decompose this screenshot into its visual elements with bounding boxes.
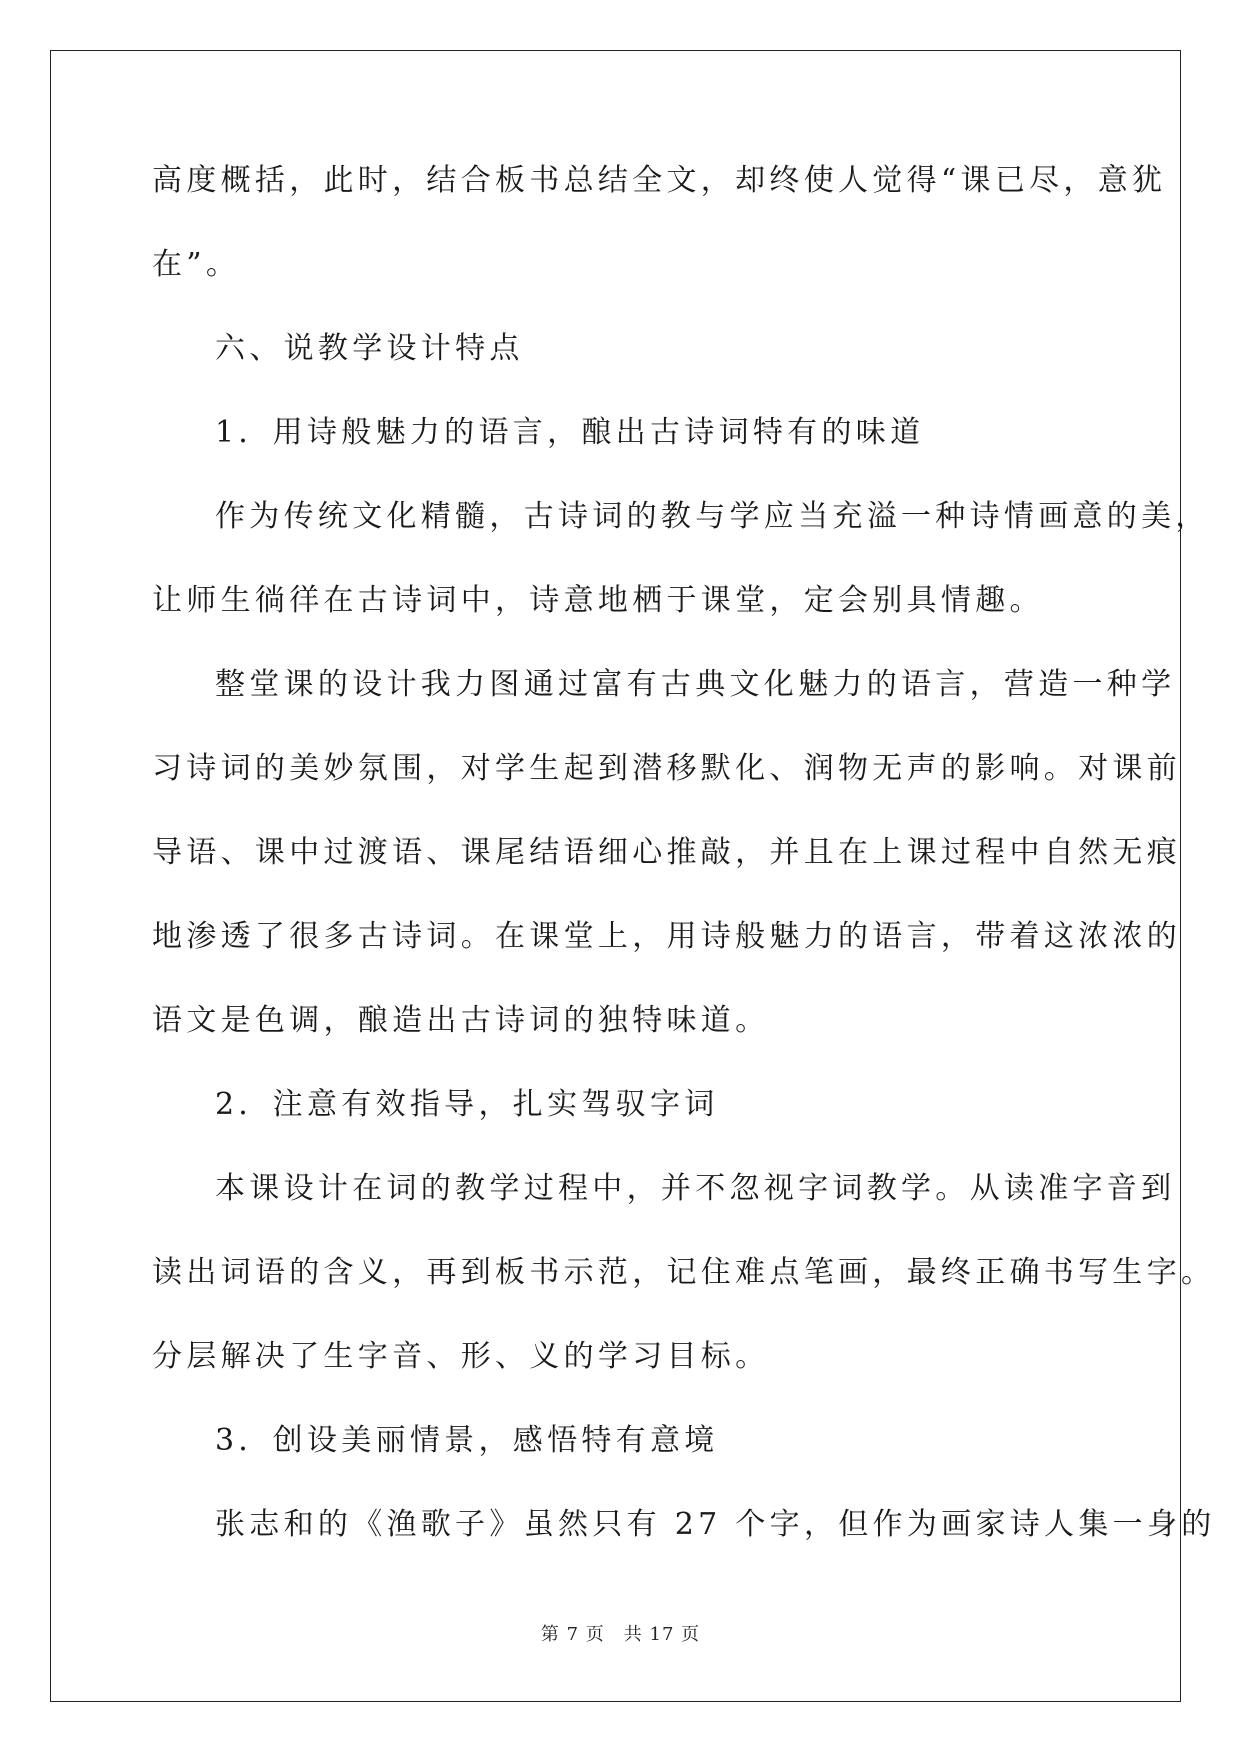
page-footer: 第 7 页 共 17 页 [540, 1624, 701, 1645]
text-line-2: 在”。 [152, 247, 241, 282]
text-line-8: 习诗词的美妙氛围，对学生起到潜移默化、润物无声的影响。对课前 [152, 751, 1181, 786]
subheading-1: 1．用诗般魅力的语言，酿出古诗词特有的味道 [215, 415, 925, 450]
text-line-14: 读出词语的含义，再到板书示范，记住难点笔画，最终正确书写生字。 [152, 1255, 1216, 1290]
section-heading: 六、说教学设计特点 [215, 331, 524, 366]
text-line-7: 整堂课的设计我力图通过富有古典文化魅力的语言，营造一种学 [215, 667, 1176, 702]
text-line-5: 作为传统文化精髓，古诗词的教与学应当充溢一种诗情画意的美， [215, 499, 1210, 534]
text-line-9: 导语、课中过渡语、课尾结语细心推敲，并且在上课过程中自然无痕 [152, 835, 1181, 870]
text-line-1: 高度概括，此时，结合板书总结全文，却终使人觉得“课已尽，意犹 [152, 163, 1167, 198]
subheading-2: 2．注意有效指导，扎实驾驭字词 [215, 1087, 719, 1122]
text-line-17: 张志和的《渔歌子》虽然只有 27 个字，但作为画家诗人集一身的 [215, 1507, 1216, 1542]
text-line-11: 语文是色调，酿造出古诗词的独特味道。 [152, 1003, 770, 1038]
text-line-15: 分层解决了生字音、形、义的学习目标。 [152, 1339, 770, 1374]
text-line-6: 让师生徜徉在古诗词中，诗意地栖于课堂，定会别具情趣。 [152, 583, 1044, 618]
document-body [152, 160, 1216, 1588]
subheading-3: 3．创设美丽情景，感悟特有意境 [215, 1423, 719, 1458]
text-line-13: 本课设计在词的教学过程中，并不忽视字词教学。从读准字音到 [215, 1171, 1176, 1206]
text-line-10: 地渗透了很多古诗词。在课堂上，用诗般魅力的语言，带着这浓浓的 [152, 919, 1181, 954]
